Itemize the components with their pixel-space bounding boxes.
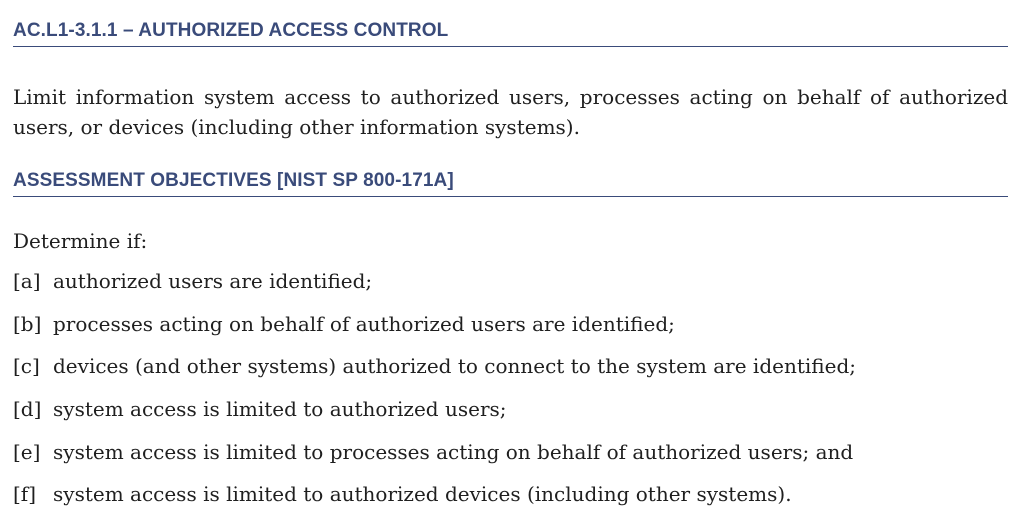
objective-marker: [f] bbox=[13, 482, 37, 507]
determine-if-intro: Determine if: bbox=[13, 229, 148, 253]
objective-item-b bbox=[13, 311, 856, 354]
objective-item-a bbox=[13, 268, 856, 311]
objective-marker: [e] bbox=[13, 439, 41, 464]
objective-item-d bbox=[13, 396, 856, 439]
objectives-list bbox=[13, 268, 856, 524]
objective-marker: [c] bbox=[13, 354, 40, 379]
objective-text: devices (and other systems) authorized to connect to the system are identified; bbox=[53, 354, 856, 379]
objective-text: processes acting on behalf of authorized users are identified; bbox=[53, 311, 675, 336]
assessment-objectives-heading: ASSESSMENT OBJECTIVES [NIST SP 800-171A] bbox=[13, 170, 1008, 197]
objective-item-e bbox=[13, 439, 856, 482]
objective-text: system access is limited to processes acting on behalf of authorized users; and bbox=[53, 439, 854, 464]
objective-marker: [d] bbox=[13, 397, 42, 422]
objective-item-f bbox=[13, 481, 856, 524]
objective-marker: [a] bbox=[13, 269, 41, 293]
objective-text: authorized users are identified; bbox=[53, 269, 373, 293]
objective-marker: [b] bbox=[13, 311, 42, 336]
control-statement: Limit information system access to authorized users, processes acting on behalf of authorized users, or devices (including other information systems). bbox=[13, 85, 1008, 139]
control-heading: AC.L1-3.1.1 – AUTHORIZED ACCESS CONTROL bbox=[13, 20, 1008, 47]
objective-item-c bbox=[13, 353, 856, 396]
objective-text: system access is limited to authorized devices (including other systems). bbox=[53, 482, 792, 507]
objective-text: system access is limited to authorized users; bbox=[53, 397, 507, 422]
